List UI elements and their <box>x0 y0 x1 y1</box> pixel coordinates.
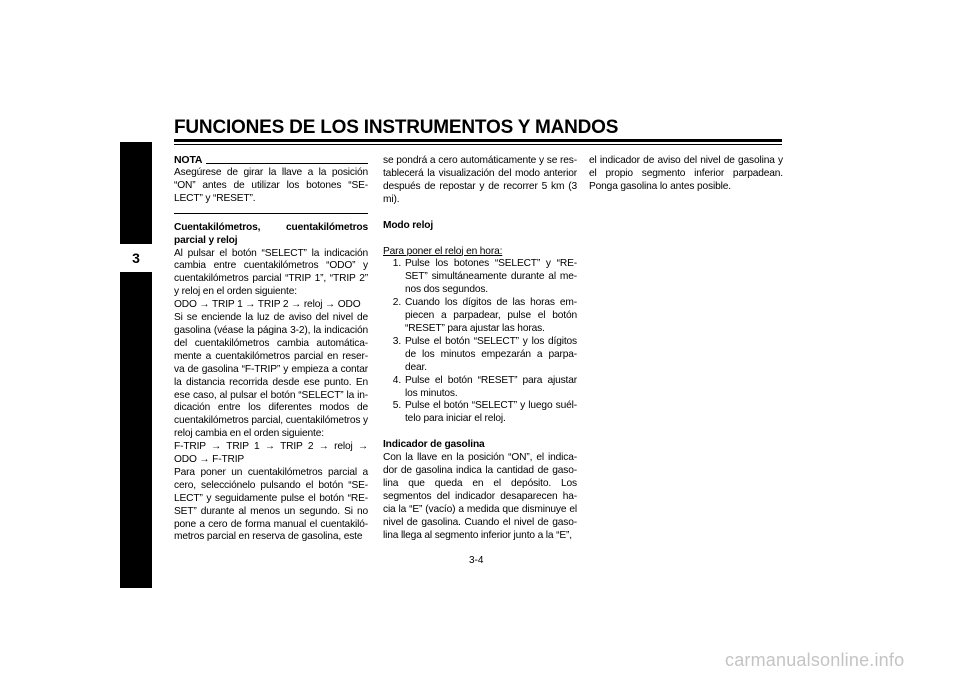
title-rule <box>174 139 782 142</box>
list-item: 4. Pulse el botón “RESET” para ajustar los minutos. <box>392 374 577 399</box>
nota-end-rule <box>174 213 368 214</box>
steps-list <box>383 258 577 426</box>
section-tab-number: 3 <box>120 244 152 272</box>
nota-rule <box>206 163 368 164</box>
column-2 <box>383 155 577 542</box>
list-item: 1. Pulse los botones “SELECT” y “RE-SET” simultáneamente durante al me-nos dos segundos. <box>392 258 577 296</box>
sequence-text: ODO → TRIP 1 → TRIP 2 → reloj → ODO <box>174 299 361 311</box>
paragraph: el indicador de aviso del nivel de gasolina y el propio segmento inferior parpadean. Ponga gasolina lo antes posible. <box>589 155 783 192</box>
subheading-set-clock: Para poner el reloj en hora: <box>383 245 503 257</box>
section-tab-bar <box>120 142 152 588</box>
page-title: FUNCIONES DE LOS INSTRUMENTOS Y MANDOS <box>174 117 619 138</box>
watermark: carmanualsonline.info <box>725 650 905 670</box>
sequence-text: F-TRIP → TRIP 1 → TRIP 2 → reloj → ODO → F-TRIP <box>174 441 368 466</box>
list-item: 2. Cuando los dígitos de las horas em-piecen a parpadear, pulse el botón “RESET” para ajustar las horas. <box>392 297 577 334</box>
nota-text: Asegúrese de girar la llave a la posición “ON” antes de utilizar los botones “SE-LECT” y “RESET”. <box>174 167 368 204</box>
section-heading-odometer: Cuentakilómetros, cuentakilómetros parcial y reloj <box>174 221 368 246</box>
nota-header <box>174 155 368 167</box>
list-item: 3. Pulse el botón “SELECT” y los dígitos de los minutos empezarán a parpa-dear. <box>392 335 577 373</box>
section-heading-clock: Modo reloj <box>383 219 433 231</box>
section-heading-fuel: Indicador de gasolina <box>383 439 485 451</box>
paragraph: Para poner un cuentakilómetros parcial a cero, selecciónelo pulsando el botón “SE-LECT” y seguidamente pulse el botón “RE-SET” durante al menos un segundo. Si no pone a cero de forma manual el cuentakiló-metros parcial en reserva de gasolina, este <box>174 466 368 543</box>
paragraph: Si se enciende la luz de aviso del nivel de gasolina (véase la página 3-2), la indicación del cuentakilómetros cambia automática-mente a cuentakilómetros parcial en reser-va de gasolina “F-TRIP” y empieza a contar la distancia recorrida desde ese punto. En ese caso, al pulsar el botón “SELECT” la in-dicación entre los diferentes modos de cuentakilómetros parcial, cuentakilómetros y reloj cambia en el orden siguiente: <box>174 312 368 440</box>
title-rule-thin <box>174 144 782 145</box>
page-number: 3-4 <box>469 555 484 566</box>
paragraph: Al pulsar el botón “SELECT” la indicación cambia entre cuentakilómetros “ODO” y cuentakilómetros parcial “TRIP 1”, “TRIP 2” y reloj en el orden siguiente: <box>174 247 368 298</box>
column-1 <box>174 155 368 544</box>
column-3 <box>589 155 783 194</box>
nota-label: NOTA <box>174 154 203 167</box>
paragraph: Con la llave en la posición “ON”, el indica-dor de gasolina indica la cantidad de gaso-lina que queda en el depósito. Los segmentos del indicador desaparecen ha-cia la “E” (vacío) a medida que disminuye el nivel de gasolina. Cuando el nivel de gaso-lina llega al segmento inferior junto a la “E”, <box>383 452 577 541</box>
paragraph: se pondrá a cero automáticamente y se res-tablecerá la visualización del modo anterior después de repostar y de recorrer 5 km (3 mi). <box>383 155 577 205</box>
list-item: 5. Pulse el botón “SELECT” y luego suél-telo para iniciar el reloj. <box>392 400 577 425</box>
